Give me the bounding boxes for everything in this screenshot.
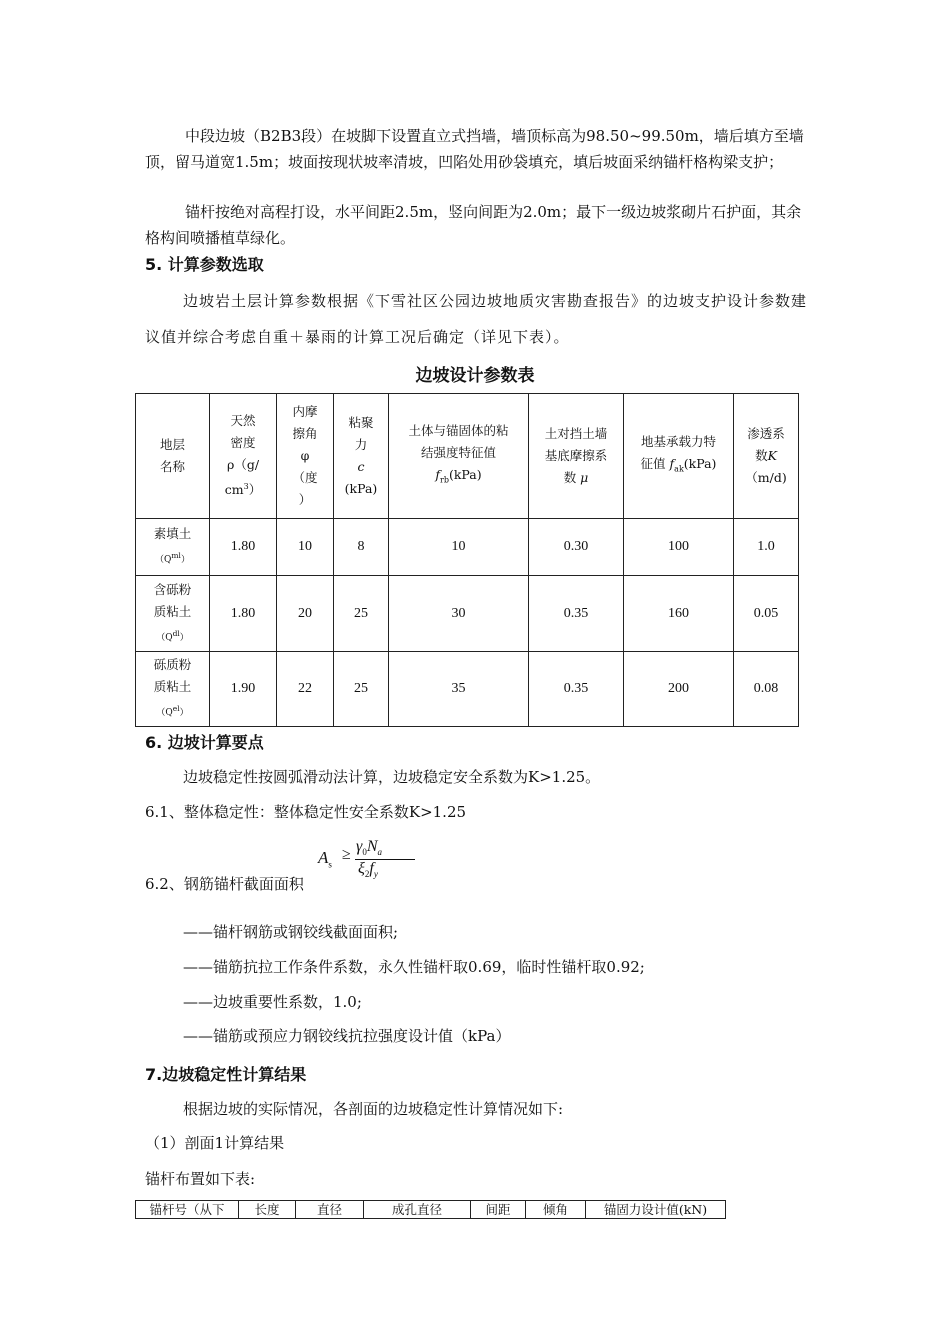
table-title: 边坡设计参数表: [415, 366, 535, 386]
table-header-row: [136, 394, 799, 519]
table-cell: 0.05: [734, 576, 799, 652]
paragraph-middle-slope: 中段边坡（B2B3段）在坡脚下设置直立式挡墙，墙顶标高为98.50~99.50m，墙后填方至墙顶，留马道宽1.5m；坡面按现状坡率清坡，凹陷处用砂袋填充，填后坡面采纳锚杆格构梁支护；: [145, 127, 804, 171]
table-cell: 8: [334, 519, 389, 576]
table-cell: 100: [624, 519, 734, 576]
anchor-layout-caption: 锚杆布置如下表:: [145, 1170, 256, 1188]
anchor-header-hole-diameter: 成孔直径: [364, 1201, 471, 1219]
section-6-body: 边坡稳定性按圆弧滑动法计算，边坡稳定安全系数为K>1.25。: [183, 768, 601, 786]
anchor-header-id: 锚杆号（从下: [136, 1201, 239, 1219]
table-row: [136, 576, 799, 652]
table-cell: 160: [624, 576, 734, 652]
header-density: 天然 密度 ρ（g/ $cm^3$）: [210, 394, 277, 519]
section-5-body: 边坡岩土层计算参数根据《下雪社区公园边坡地质灾害勘查报告》的边坡支护设计参数建议值并综合考虑自重＋暴雨的计算工况后确定（详见下表）。: [145, 292, 808, 346]
paragraph-anchor-layout: 锚杆按绝对高程打设，水平间距2.5m，竖向间距为2.0m；最下一级边坡浆砌片石护面，其余格构间喷播植草绿化。: [145, 203, 802, 247]
header-friction-angle: 内摩 擦角 φ （度 ）: [277, 394, 334, 519]
table-cell: 1.90: [210, 652, 277, 727]
anchor-layout-table: [135, 1200, 726, 1219]
table-cell: 1.80: [210, 519, 277, 576]
definition-item: ——锚筋或预应力钢铰线抗拉强度设计值（kPa）: [183, 1027, 511, 1045]
section-7-heading: 7.边坡稳定性计算结果: [145, 1065, 307, 1084]
table-cell: 30: [389, 576, 529, 652]
anchor-header-diameter: 直径: [296, 1201, 364, 1219]
table-cell: 20: [277, 576, 334, 652]
table-cell: 35: [389, 652, 529, 727]
table-cell: 1.80: [210, 576, 277, 652]
header-bearing-capacity: 地基承载力特 征值 $f_{ak}(kPa)$: [624, 394, 734, 519]
header-bond-strength: 土体与锚固体的粘 结强度特征值 $f_{rb}(kPa)$: [389, 394, 529, 519]
table-cell: 22: [277, 652, 334, 727]
section-7-subsection-1: （1）剖面1计算结果: [145, 1134, 285, 1152]
anchor-table-header-row: [136, 1201, 726, 1219]
header-layer-name: 地层 名称: [136, 394, 210, 519]
definition-item: ——锚杆钢筋或钢铰线截面面积;: [183, 923, 399, 941]
section-6-2: 6.2、钢筋锚杆截面面积: [145, 875, 304, 893]
table-cell: 0.30: [529, 519, 624, 576]
anchor-area-formula: $A_s$ ≥ $\gamma_0N_a$ $\xi_2f_y$: [318, 840, 408, 888]
anchor-header-spacing: 间距: [471, 1201, 526, 1219]
section-6-heading: 6. 边坡计算要点: [145, 733, 264, 752]
table-cell: 25: [334, 652, 389, 727]
table-cell: 0.35: [529, 576, 624, 652]
table-cell: 25: [334, 576, 389, 652]
anchor-header-design-force: 锚固力设计值(kN): [586, 1201, 726, 1219]
header-permeability: 渗透系 数K （m/d): [734, 394, 799, 519]
table-row: [136, 519, 799, 576]
cell-layer-name: 含砾粉 质粘土 $(Q^{dl})$: [136, 576, 210, 652]
definition-item: ——锚筋抗拉工作条件系数，永久性锚杆取0.69，临时性锚杆取0.92;: [183, 958, 645, 976]
section-6-1: 6.1、整体稳定性：整体稳定性安全系数K>1.25: [145, 803, 467, 821]
table-cell: 200: [624, 652, 734, 727]
table-cell: 10: [277, 519, 334, 576]
section-5-heading: 5. 计算参数选取: [145, 255, 264, 274]
cell-layer-name: 砾质粉 质粘土 $(Q^{el})$: [136, 652, 210, 727]
anchor-header-angle: 倾角: [526, 1201, 586, 1219]
header-base-friction: 土对挡土墙 基底摩擦系 数 μ: [529, 394, 624, 519]
table-cell: 10: [389, 519, 529, 576]
table-cell: 0.35: [529, 652, 624, 727]
header-cohesion: 粘聚 力 c (kPa): [334, 394, 389, 519]
cell-layer-name: 素填土 $(Q^{ml})$: [136, 519, 210, 576]
table-row: [136, 652, 799, 727]
slope-parameter-table: [135, 393, 799, 727]
section-7-body: 根据边坡的实际情况，各剖面的边坡稳定性计算情况如下:: [183, 1100, 564, 1118]
definition-item: ——边坡重要性系数，1.0;: [183, 993, 362, 1011]
table-cell: 0.08: [734, 652, 799, 727]
table-cell: 1.0: [734, 519, 799, 576]
anchor-header-length: 长度: [239, 1201, 296, 1219]
